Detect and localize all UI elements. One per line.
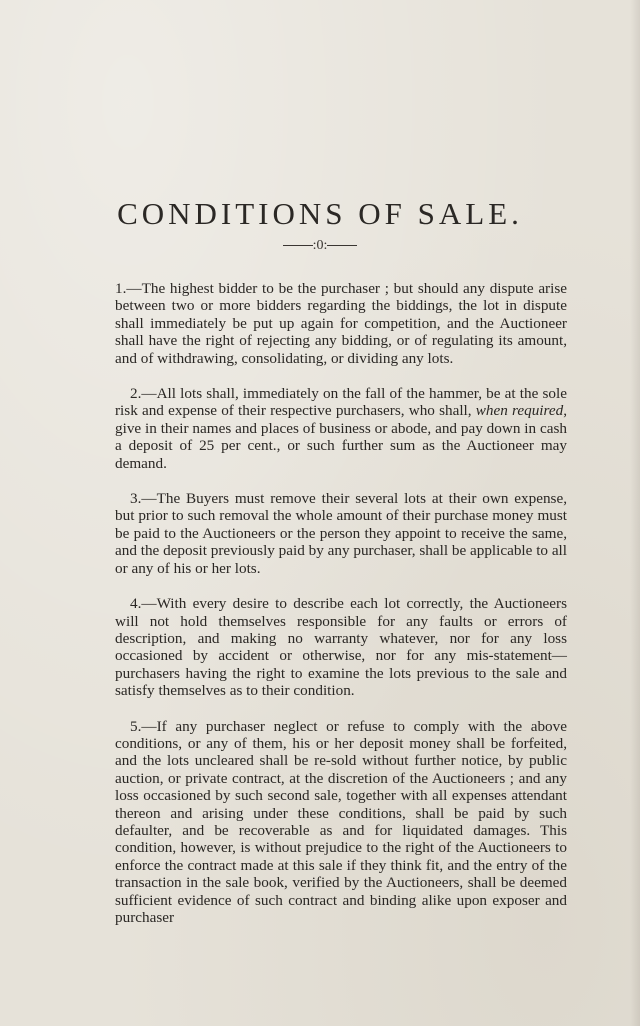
condition-5 bbox=[115, 718, 567, 927]
condition-text: —The Buyers must remove their several lots at their own expense, but prior to such removal the whole amount of their purchase money must be paid to the Auctioneers or the person they appoint to receive the same, and the deposit previously paid by any purchaser, shall be applicable to all or any of his or her lots. bbox=[115, 490, 567, 577]
condition-text-continued: , give in their names and places of business or abode, and pay down in cash a deposit of 25 per cent., or such further sum as the Auctioneer may demand. bbox=[115, 402, 568, 472]
condition-number: 4. bbox=[130, 595, 142, 613]
condition-emphasis: when required bbox=[475, 402, 564, 420]
condition-text: —All lots shall, immediately on the fall of the hammer, be at the sole risk and expense of their respective purchasers, who shall, bbox=[115, 385, 567, 420]
condition-number: 3. bbox=[130, 490, 142, 508]
title-divider bbox=[0, 238, 640, 254]
condition-2 bbox=[115, 385, 567, 472]
condition-text: —If any purchaser neglect or refuse to comply with the above conditions, or any of them, his or her deposit money shall be forfeited, and the lots uncleared shall be re-sold without further notice, by public auction, or private contract, at the discretion of the Auctioneers ; and any loss occasioned by such second sale, together with all expenses attendant thereon and arising under these conditions, shall be paid by such defaulter, and be recoverable as and for liquidated damages. This condition, however, is without prejudice to the right of the Auctioneers to enforce the contract made at this sale if they think fit, and the entry of the transaction in the sale book, verified by the Auctioneers, shall be deemed sufficient evidence of such contract and binding alike upon exposer and purchaser bbox=[115, 717, 567, 926]
condition-number: 2. bbox=[130, 385, 142, 403]
condition-1 bbox=[115, 280, 567, 367]
page-edge-shadow bbox=[630, 0, 640, 1026]
condition-text: —With every desire to describe each lot correctly, the Auctioneers will not hold themselves responsible for any faults or errors of description, and making no warranty whatever, nor for any loss occasioned by accident or otherwise, nor for any mis-statement—purchasers having the right to examine the lots previous to the sale and satisfy themselves as to their condition. bbox=[115, 595, 567, 700]
divider-rule-left bbox=[283, 245, 313, 246]
divider-mark: :0: bbox=[312, 238, 328, 253]
page-title: CONDITIONS OF SALE. bbox=[117, 196, 523, 231]
conditions-list bbox=[115, 280, 567, 944]
condition-text: —The highest bidder to be the purchaser ; but should any dispute arise between two or more bidders regarding the biddings, the lot in dispute shall immediately be put up again for competition, and the Auctioneer shall have the right of rejecting any bidding, or of regulating its amount, and of withdrawing, consolidating, or dividing any lots. bbox=[115, 280, 567, 367]
condition-3 bbox=[115, 490, 567, 577]
divider-rule-right bbox=[327, 245, 357, 246]
condition-number: 5. bbox=[130, 717, 142, 735]
condition-4 bbox=[115, 595, 567, 699]
condition-number: 1. bbox=[115, 280, 127, 297]
